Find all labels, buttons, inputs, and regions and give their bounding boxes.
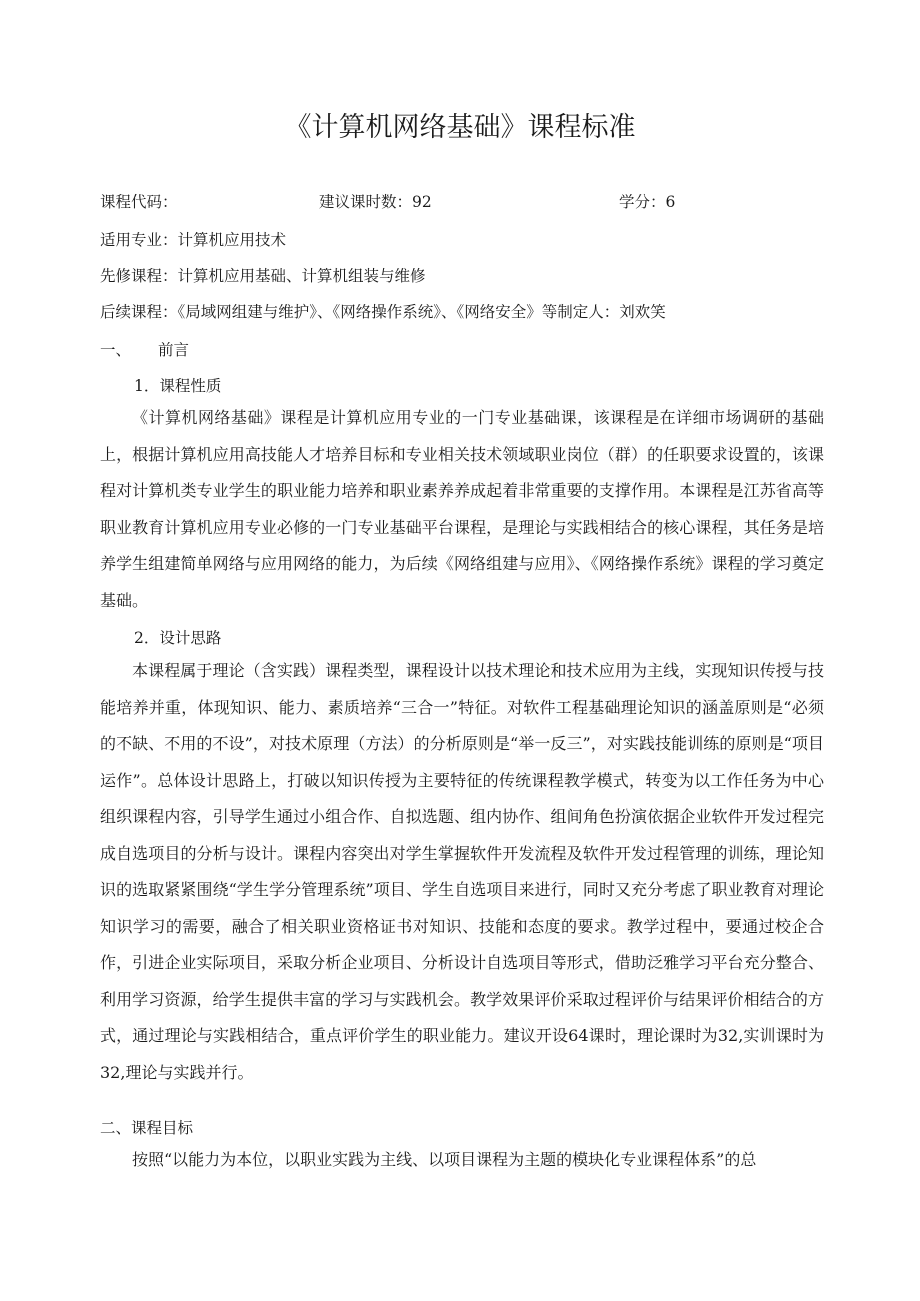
course-hours-label: 建议课时数：92 — [319, 193, 432, 211]
subsection-2-heading: 2．设计思路 — [134, 629, 222, 647]
course-nature-paragraph: 《计算机网络基础》课程是计算机应用专业的一门专业基础课，该课程是在详细市场调研的基础上，根据计算机应用高技能人才培养目标和专业相关技术领域职业岗位（群）的任职要求设置的，该课程对计算机类专业学生的职业能力培养和职业素养养成起着非常重要的支撑作用。本课程是江苏省高等职业教育计算机应用专业必修的一门专业基础平台课程，是理论与实践相结合的核心课程，其任务是培养学生组建简单网络与应用网络的能力，为后续《网络组建与应用》、《网络操作系统》课程的学习奠定基础。 — [100, 408, 824, 610]
section-1-number: 一、 — [100, 341, 132, 359]
applicable-major: 适用专业：计算机应用技术 — [100, 231, 287, 249]
subsection-1-heading: 1．课程性质 — [134, 377, 222, 395]
section-1-title: 前言 — [158, 341, 190, 359]
course-meta-row — [100, 190, 820, 212]
document-title: 《计算机网络基础》课程标准 — [284, 112, 636, 143]
course-goals-paragraph: 按照“以能力为本位，以职业实践为主线、以项目课程为主题的模块化专业课程体系”的总 — [132, 1150, 757, 1169]
course-credits-label: 学分：6 — [619, 193, 676, 211]
followup-courses: 后续课程：《局域网组建与维护》、《网络操作系统》、《网络安全》等制定人：刘欢笑 — [100, 303, 666, 321]
section-2-heading: 二、课程目标 — [100, 1119, 194, 1137]
prerequisite-courses: 先修课程：计算机应用基础、计算机组装与维修 — [100, 267, 426, 285]
design-approach-paragraph: 本课程属于理论（含实践）课程类型，课程设计以技术理论和技术应用为主线，实现知识传授与技能培养并重，体现知识、能力、素质培养“三合一”特征。对软件工程基础理论知识的涵盖原则是“必须的不缺、不用的不设”，对技术原理（方法）的分析原则是“举一反三”，对实践技能训练的原则是“项目运作”。总体设计思路上，打破以知识传授为主要特征的传统课程教学模式，转变为以工作任务为中心组织课程内容，引导学生通过小组合作、自拟选题、组内协作、组间角色扮演依据企业软件开发过程完成自选项目的分析与设计。课程内容突出对学生掌握软件开发流程及软件开发过程管理的训练，理论知识的选取紧紧围绕“学生学分管理系统”项目、学生自选项目来进行，同时又充分考虑了职业教育对理论知识学习的需要，融合了相关职业资格证书对知识、技能和态度的要求。教学过程中，要通过校企合作，引进企业实际项目，采取分析企业项目、分析设计自选项目等形式，借助泛雅学习平台充分整合、利用学习资源，给学生提供丰富的学习与实践机会。教学效果评价采取过程评价与结果评价相结合的方式，通过理论与实践相结合，重点评价学生的职业能力。建议开设64课时，理论课时为32,实训课时为32,理论与实践并行。 — [100, 661, 824, 1082]
course-code-label: 课程代码： — [100, 193, 178, 211]
